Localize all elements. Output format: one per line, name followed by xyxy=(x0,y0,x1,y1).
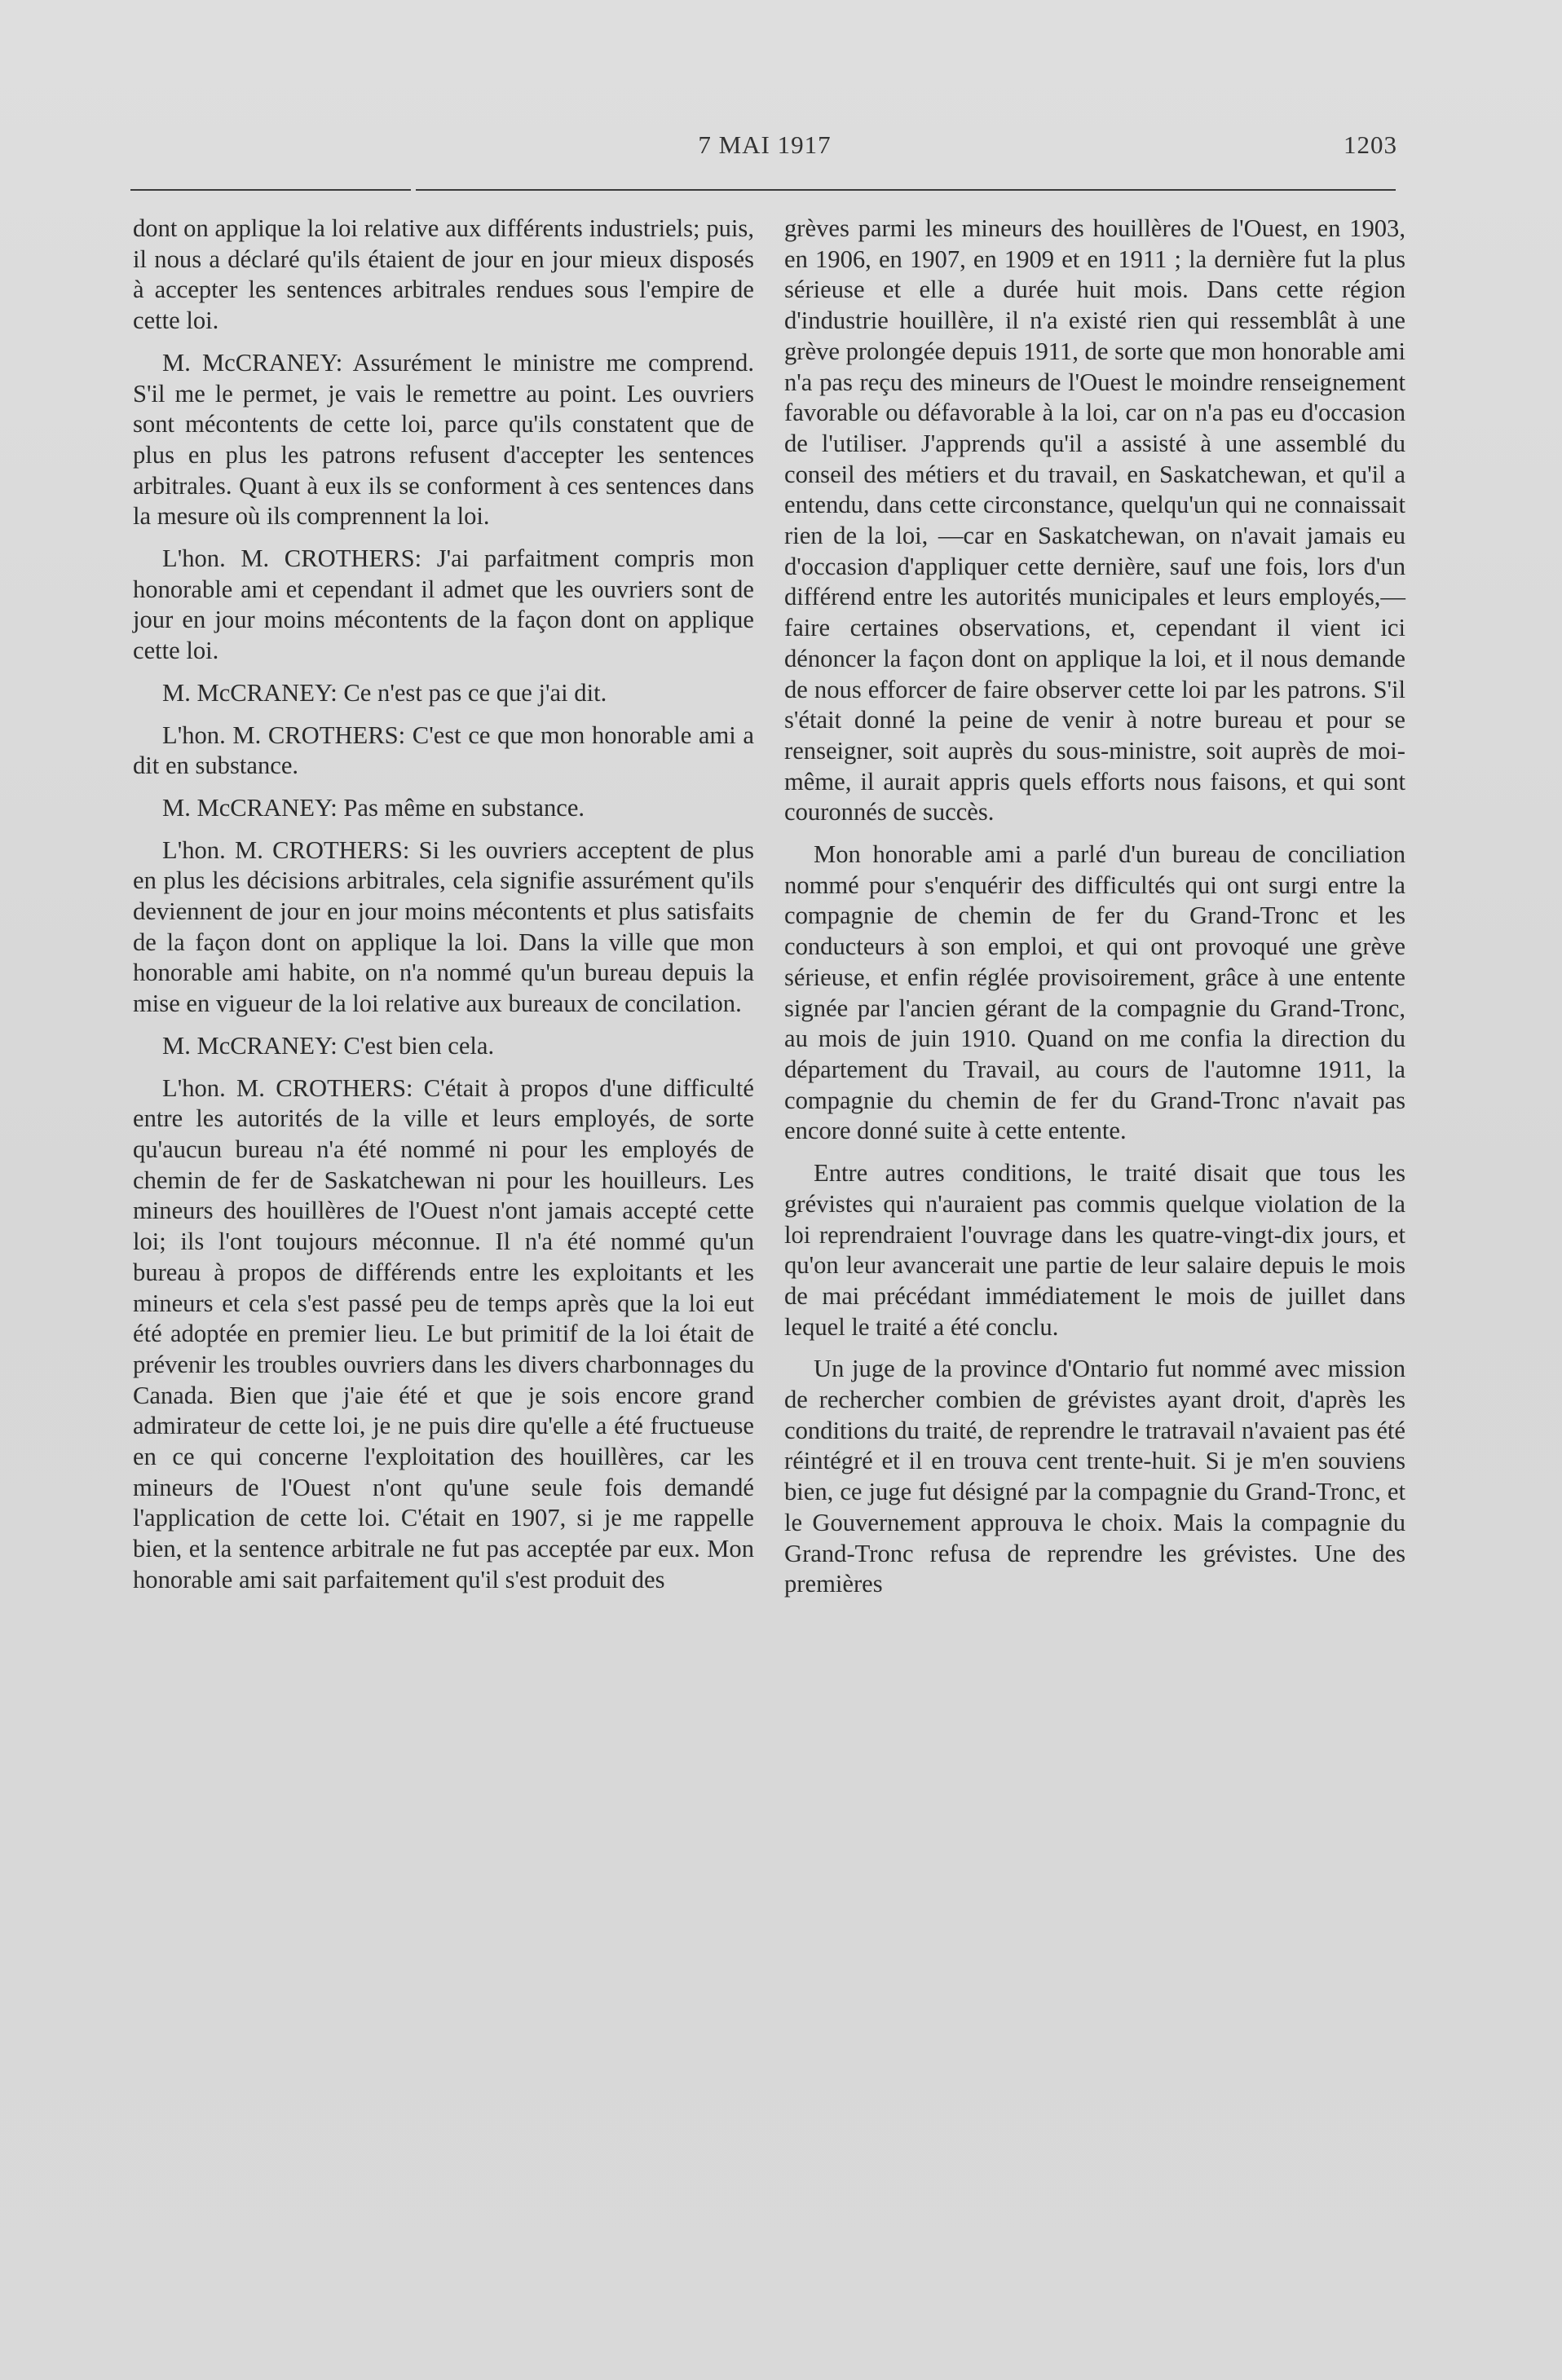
paragraph: Un juge de la province d'Ontario fut nommé avec mission de rechercher combien de grévistes ayant droit, d'après les conditions du traité, de reprendre le tratravail n'avaient pas été réintégré et il en trouva cent trente-huit. Si je m'en souviens bien, ce juge fut désigné par la compagnie du Grand-Tronc, et le Gouvernement approuva le choix. Mais la compagnie du Grand-Tronc refusa de reprendre les grévistes. Une des premières xyxy=(784,1355,1405,1598)
paragraph: L'hon. M. CROTHERS: Si les ouvriers acceptent de plus en plus les décisions arbitrales, cela signifie assurément qu'ils deviennent de jour en jour moins mécontents et plus satisfaits de la façon dont on applique la loi. Dans la ville que mon honorable ami habite, on n'a nommé qu'un bureau depuis la mise en vigueur de la loi relative aux bureaux de concilation. xyxy=(133,835,754,1018)
paragraph: grèves parmi les mineurs des houillères de l'Ouest, en 1903, en 1906, en 1907, en 1909 et en 1911 ; la dernière fut la plus sérieuse et elle a durée huit mois. Dans cette région d'industrie houillère, il n'a existé rien qui ressemblât à une grève prolongée depuis 1911, de sorte que mon honorable ami n'a pas reçu des mineurs de l'Ouest le moindre renseignement favorable ou défavorable à la loi, car on n'a pas eu d'occasion de l'utiliser. J'apprends qu'il a assisté à une assemblé du conseil des métiers et du travail, en Saskatchewan, et qu'il a entendu, dans cette circonstance, quelqu'un qui ne connaissait rien de la loi, —car en Saskatchewan, on n'avait jamais eu d'occasion d'appliquer cette dernière, sauf une fois, lors d'un différend entre les autorités municipales et leurs employés,—faire certaines observations, et, cependant il vient ici dénoncer la façon dont on applique la loi, et il nous demande de nous efforcer de faire observer cette loi par les patrons. S'il s'était donné la peine de venir à notre bureau et pour se renseigner, soit auprès du sous-ministre, soit auprès de moi-même, il aurait appris quels efforts nous faisons, et qui sont couronnés de succès. xyxy=(784,214,1405,826)
right-column xyxy=(784,214,1405,1600)
paragraph: L'hon. M. CROTHERS: C'est ce que mon honorable ami a dit en substance. xyxy=(133,721,754,780)
paragraph: L'hon. M. CROTHERS: C'était à propos d'une difficulté entre les autorités de la ville et leurs employés, de sorte qu'aucun bureau n'a été nommé ni pour les employés de chemin de fer de Saskatchewan ni pour les houilleurs. Les mineurs des houillères de l'Ouest n'ont jamais accepté cette loi; ils l'ont toujours méconnue. Il n'a été nommé qu'un bureau à propos de différends entre les exploitants et les mineurs et cela s'est passé peu de temps après que la loi eut été adoptée en premier lieu. Le but primitif de la loi était de prévenir les troubles ouvriers dans les divers charbonnages du Canada. Bien que j'aie été et que je sois encore grand admirateur de cette loi, je ne puis dire qu'elle a été fructueuse en ce qui concerne l'exploitation des houillères, car les mineurs de l'Ouest n'ont qu'une seule fois demandé l'application de cette loi. C'était en 1907, si je me rappelle bien, et la sentence arbitrale ne fut pas acceptée par eux. Mon honorable ami sait parfaitement qu'il s'est produit des xyxy=(133,1073,754,1593)
paragraph: M. McCRANEY: Pas même en substance. xyxy=(162,793,585,822)
page-number: 1203 xyxy=(1344,130,1397,159)
left-column xyxy=(133,214,754,1596)
header-rule-left xyxy=(130,189,411,191)
paragraph: M. McCRANEY: Assurément le ministre me comprend. S'il me le permet, je vais le remettre au point. Les ouvriers sont mécontents de cette loi, parce qu'ils constatent que de plus en plus les patrons refusent d'accepter les sentences arbitrales. Quant à eux ils se conforment à ces sentences dans la mesure où ils comprennent la loi. xyxy=(133,348,754,531)
page-header xyxy=(132,130,1397,170)
paragraph: Mon honorable ami a parlé d'un bureau de conciliation nommé pour s'enquérir des difficultés qui ont surgi entre la compagnie de chemin de fer du Grand-Tronc et les conducteurs à son emploi, et qui ont provoqué une grève sérieuse, et enfin réglée provisoirement, grâce à une entente signée par l'ancien gérant de la compagnie du Grand-Tronc, au mois de juin 1910. Quand on me confia la direction du département du Travail, au cours de l'automne 1911, la compagnie du chemin de fer du Grand-Tronc n'avait pas encore donné suite à cette entente. xyxy=(784,840,1405,1145)
page-date: 7 MAI 1917 xyxy=(698,130,832,159)
paragraph: dont on applique la loi relative aux différents industriels; puis, il nous a déclaré qu'ils étaient de jour en jour mieux disposés à accepter les sentences arbitrales rendues sous l'empire de cette loi. xyxy=(133,214,754,335)
paragraph: M. McCRANEY: Ce n'est pas ce que j'ai dit. xyxy=(162,678,607,707)
paragraph: L'hon. M. CROTHERS: J'ai parfaitment compris mon honorable ami et cependant il admet que les ouvriers sont de jour en jour moins mécontents de la façon dont on applique cette loi. xyxy=(133,544,754,665)
paragraph: Entre autres conditions, le traité disait que tous les grévistes qui n'auraient pas commis quelque violation de la loi reprendraient l'ouvrage dans les quatre-vingt-dix jours, et qu'on leur avancerait une partie de leur salaire depuis le mois de mai précédant immédiatement le mois de juillet dans lequel le traité a été conclu. xyxy=(784,1159,1405,1341)
header-rule-right xyxy=(416,189,1396,191)
paragraph: M. McCRANEY: C'est bien cela. xyxy=(162,1031,495,1060)
